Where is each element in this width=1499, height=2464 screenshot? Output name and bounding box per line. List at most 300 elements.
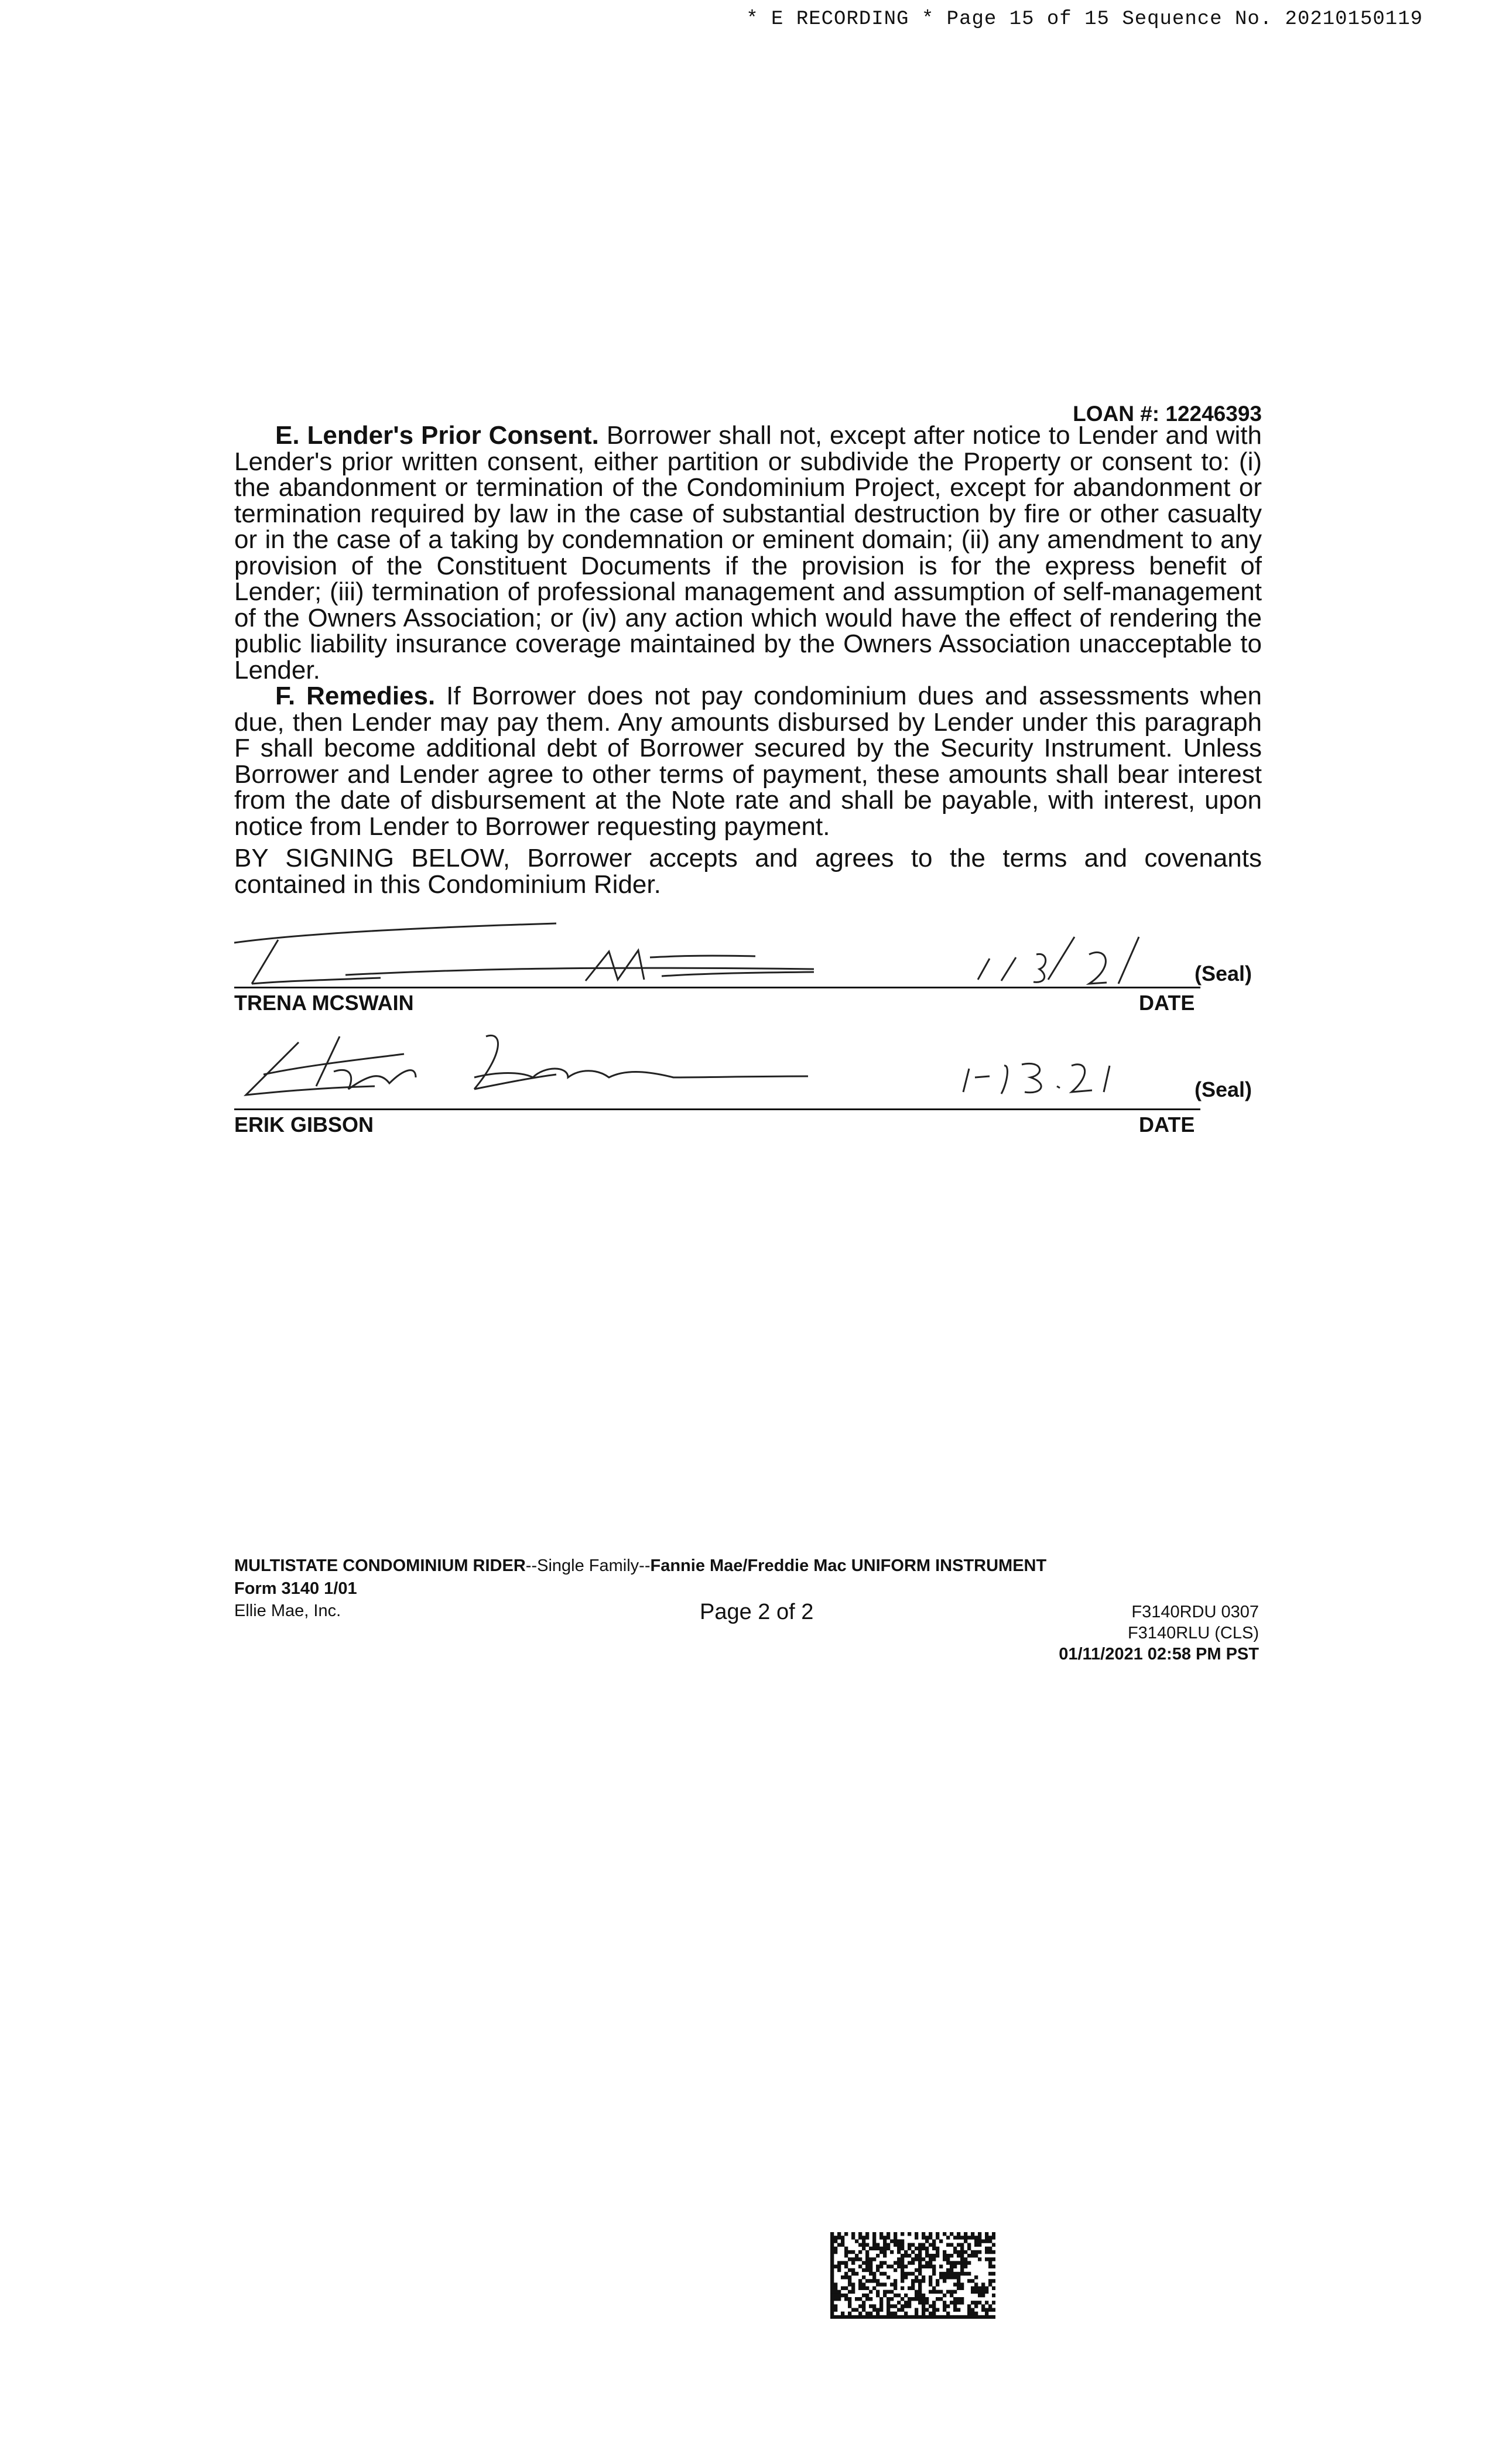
barcode-module bbox=[858, 2297, 862, 2301]
barcode-module bbox=[869, 2290, 872, 2294]
barcode-module bbox=[904, 2250, 908, 2254]
footer-company: Ellie Mae, Inc. bbox=[234, 1601, 341, 1620]
barcode-module bbox=[946, 2236, 950, 2239]
barcode-module bbox=[855, 2315, 858, 2319]
barcode-module bbox=[901, 2275, 904, 2279]
footer-codes bbox=[995, 1601, 1259, 1665]
barcode-module bbox=[915, 2294, 918, 2297]
barcode-module bbox=[992, 2243, 995, 2247]
barcode-module bbox=[876, 2282, 879, 2286]
barcode-module bbox=[879, 2265, 883, 2268]
barcode-module bbox=[844, 2265, 848, 2268]
barcode-module bbox=[974, 2315, 978, 2319]
barcode-module bbox=[901, 2268, 904, 2272]
barcode-module bbox=[876, 2290, 879, 2294]
barcode-module bbox=[960, 2282, 964, 2286]
barcode-module bbox=[862, 2304, 865, 2308]
barcode-module bbox=[981, 2282, 985, 2286]
barcode-module bbox=[887, 2301, 890, 2304]
barcode-module bbox=[901, 2308, 904, 2312]
barcode-module bbox=[911, 2297, 915, 2301]
barcode-module bbox=[858, 2315, 862, 2319]
barcode-module bbox=[872, 2243, 876, 2247]
barcode-module bbox=[834, 2315, 837, 2319]
barcode-module bbox=[834, 2287, 837, 2290]
barcode-module bbox=[862, 2301, 865, 2304]
barcode-module bbox=[890, 2265, 894, 2268]
barcode-module bbox=[971, 2287, 974, 2290]
barcode-module bbox=[837, 2297, 841, 2301]
barcode-module bbox=[950, 2254, 953, 2257]
barcode-module bbox=[908, 2304, 911, 2308]
barcode-module bbox=[960, 2272, 964, 2275]
barcode-module bbox=[932, 2301, 936, 2304]
barcode-module bbox=[974, 2301, 978, 2304]
barcode-module bbox=[837, 2268, 841, 2272]
barcode-module bbox=[953, 2308, 957, 2312]
signature-line-1 bbox=[234, 987, 1200, 988]
barcode-module bbox=[851, 2250, 855, 2254]
barcode-module bbox=[865, 2268, 869, 2272]
barcode-module bbox=[918, 2247, 922, 2250]
barcode-module bbox=[929, 2315, 932, 2319]
barcode-module bbox=[957, 2315, 960, 2319]
barcode-module bbox=[904, 2301, 908, 2304]
barcode-module bbox=[830, 2247, 834, 2250]
barcode-module bbox=[848, 2312, 851, 2315]
barcode-module bbox=[830, 2261, 834, 2264]
barcode-module bbox=[960, 2261, 964, 2264]
barcode-module bbox=[992, 2308, 995, 2312]
barcode-module bbox=[960, 2243, 964, 2247]
barcode-module bbox=[887, 2232, 890, 2236]
barcode-module bbox=[858, 2243, 862, 2247]
barcode-module bbox=[908, 2254, 911, 2257]
barcode-module bbox=[904, 2275, 908, 2279]
barcode-module bbox=[911, 2250, 915, 2254]
barcode-module bbox=[981, 2308, 985, 2312]
barcode-module bbox=[851, 2236, 855, 2239]
barcode-module bbox=[830, 2297, 834, 2301]
barcode-module bbox=[985, 2239, 988, 2243]
barcode-module bbox=[872, 2287, 876, 2290]
barcode-module bbox=[848, 2275, 851, 2279]
barcode-module bbox=[992, 2257, 995, 2261]
barcode-module bbox=[851, 2290, 855, 2294]
barcode-module bbox=[971, 2279, 974, 2282]
barcode-module bbox=[925, 2254, 929, 2257]
barcode-module bbox=[922, 2312, 925, 2315]
barcode-module bbox=[957, 2272, 960, 2275]
barcode-module bbox=[901, 2257, 904, 2261]
barcode-module bbox=[830, 2312, 834, 2315]
barcode-module bbox=[894, 2315, 897, 2319]
barcode-module bbox=[960, 2247, 964, 2250]
barcode-module bbox=[911, 2272, 915, 2275]
barcode-module bbox=[911, 2282, 915, 2286]
barcode-module bbox=[894, 2232, 897, 2236]
barcode-module bbox=[918, 2265, 922, 2268]
barcode-module bbox=[957, 2282, 960, 2286]
recording-header: * E RECORDING * Page 15 of 15 Sequence No. 20210150119 bbox=[746, 8, 1423, 30]
barcode-module bbox=[988, 2239, 992, 2243]
barcode-module bbox=[992, 2232, 995, 2236]
barcode-module bbox=[946, 2304, 950, 2308]
barcode-module bbox=[964, 2250, 967, 2254]
barcode-module bbox=[960, 2257, 964, 2261]
barcode-module bbox=[953, 2290, 957, 2294]
barcode-module bbox=[939, 2272, 943, 2275]
barcode-module bbox=[918, 2282, 922, 2286]
barcode-module bbox=[858, 2250, 862, 2254]
barcode-module bbox=[922, 2236, 925, 2239]
barcode-module bbox=[946, 2254, 950, 2257]
barcode-module bbox=[879, 2315, 883, 2319]
barcode-module bbox=[992, 2236, 995, 2239]
barcode-module bbox=[925, 2250, 929, 2254]
barcode-module bbox=[971, 2254, 974, 2257]
barcode-module bbox=[834, 2236, 837, 2239]
barcode-module bbox=[978, 2294, 981, 2297]
barcode-module bbox=[879, 2282, 883, 2286]
barcode-module bbox=[848, 2268, 851, 2272]
barcode-module bbox=[957, 2236, 960, 2239]
barcode-module bbox=[876, 2315, 879, 2319]
barcode-module bbox=[830, 2304, 834, 2308]
barcode-module bbox=[897, 2239, 901, 2243]
seal-label-2: (Seal) bbox=[1195, 1077, 1252, 1101]
barcode-module bbox=[855, 2297, 858, 2301]
barcode-module bbox=[925, 2261, 929, 2264]
barcode-module bbox=[904, 2265, 908, 2268]
barcode-module bbox=[876, 2268, 879, 2272]
barcode-module bbox=[901, 2261, 904, 2264]
barcode-module bbox=[855, 2239, 858, 2243]
barcode-module bbox=[901, 2287, 904, 2290]
barcode-module bbox=[925, 2236, 929, 2239]
barcode-module bbox=[865, 2294, 869, 2297]
barcode-module bbox=[964, 2236, 967, 2239]
barcode-module bbox=[953, 2272, 957, 2275]
barcode-module bbox=[858, 2279, 862, 2282]
barcode-module bbox=[953, 2236, 957, 2239]
loan-number: LOAN #: 12246393 bbox=[1073, 402, 1262, 426]
barcode-module bbox=[971, 2290, 974, 2294]
barcode-module bbox=[918, 2250, 922, 2254]
barcode-module bbox=[883, 2282, 887, 2286]
barcode-module bbox=[869, 2265, 872, 2268]
barcode-module bbox=[985, 2312, 988, 2315]
barcode-module bbox=[858, 2287, 862, 2290]
barcode-module bbox=[981, 2287, 985, 2290]
footer-title-part3: Fannie Mae/Freddie Mac UNIFORM INSTRUMENT bbox=[650, 1556, 1047, 1575]
barcode-module bbox=[953, 2265, 957, 2268]
barcode-module bbox=[967, 2247, 971, 2250]
barcode-module bbox=[985, 2257, 988, 2261]
barcode-module bbox=[837, 2261, 841, 2264]
section-f bbox=[234, 683, 1262, 840]
barcode-module bbox=[869, 2304, 872, 2308]
barcode-module bbox=[887, 2275, 890, 2279]
barcode-module bbox=[908, 2232, 911, 2236]
barcode-module bbox=[950, 2275, 953, 2279]
signature-trena-mcswain bbox=[228, 911, 1224, 998]
barcode-module bbox=[848, 2301, 851, 2304]
page-number: Page 2 of 2 bbox=[700, 1600, 814, 1624]
barcode-module bbox=[848, 2297, 851, 2301]
barcode-module bbox=[830, 2254, 834, 2257]
barcode-module bbox=[974, 2282, 978, 2286]
barcode-module bbox=[957, 2297, 960, 2301]
signature-erik-gibson bbox=[228, 1019, 1224, 1113]
barcode-module bbox=[844, 2287, 848, 2290]
barcode-module bbox=[992, 2272, 995, 2275]
barcode-module bbox=[950, 2272, 953, 2275]
barcode-module bbox=[967, 2304, 971, 2308]
barcode-module bbox=[929, 2279, 932, 2282]
barcode-module bbox=[925, 2301, 929, 2304]
barcode-module bbox=[869, 2272, 872, 2275]
barcode-module bbox=[929, 2232, 932, 2236]
barcode-module bbox=[872, 2275, 876, 2279]
barcode-module bbox=[834, 2308, 837, 2312]
barcode-module bbox=[974, 2250, 978, 2254]
barcode-module bbox=[929, 2282, 932, 2286]
barcode-module bbox=[953, 2261, 957, 2264]
barcode-module bbox=[950, 2315, 953, 2319]
barcode-module bbox=[978, 2287, 981, 2290]
barcode-module bbox=[960, 2236, 964, 2239]
barcode-module bbox=[837, 2315, 841, 2319]
barcode-module bbox=[988, 2304, 992, 2308]
barcode-module bbox=[911, 2257, 915, 2261]
barcode-module bbox=[946, 2261, 950, 2264]
barcode-module bbox=[901, 2239, 904, 2243]
barcode-module bbox=[834, 2265, 837, 2268]
barcode-module bbox=[897, 2261, 901, 2264]
barcode-module bbox=[894, 2236, 897, 2239]
barcode-module bbox=[894, 2268, 897, 2272]
barcode-module bbox=[851, 2232, 855, 2236]
barcode-module bbox=[943, 2304, 946, 2308]
barcode-module bbox=[897, 2243, 901, 2247]
barcode-module bbox=[932, 2308, 936, 2312]
barcode-module bbox=[848, 2279, 851, 2282]
barcode-module bbox=[950, 2261, 953, 2264]
barcode-module bbox=[936, 2315, 939, 2319]
barcode-module bbox=[865, 2312, 869, 2315]
barcode-module bbox=[841, 2315, 844, 2319]
barcode-module bbox=[841, 2275, 844, 2279]
barcode-module bbox=[858, 2232, 862, 2236]
barcode-module bbox=[985, 2250, 988, 2254]
barcode-module bbox=[830, 2290, 834, 2294]
barcode-module bbox=[988, 2250, 992, 2254]
barcode-module bbox=[830, 2308, 834, 2312]
barcode-module bbox=[904, 2272, 908, 2275]
barcode-module bbox=[862, 2243, 865, 2247]
barcode-module bbox=[929, 2243, 932, 2247]
barcode-module bbox=[911, 2315, 915, 2319]
barcode-module bbox=[844, 2315, 848, 2319]
barcode-module bbox=[876, 2254, 879, 2257]
barcode-module bbox=[887, 2236, 890, 2239]
barcode-module bbox=[943, 2257, 946, 2261]
barcode-module bbox=[967, 2279, 971, 2282]
barcode-module bbox=[978, 2315, 981, 2319]
barcode-module bbox=[936, 2236, 939, 2239]
barcode-module bbox=[953, 2304, 957, 2308]
barcode-module bbox=[981, 2315, 985, 2319]
barcode-module bbox=[960, 2301, 964, 2304]
barcode-module bbox=[929, 2257, 932, 2261]
barcode-module bbox=[865, 2315, 869, 2319]
barcode-module bbox=[988, 2272, 992, 2275]
barcode-module bbox=[932, 2287, 936, 2290]
barcode-module bbox=[851, 2315, 855, 2319]
barcode-module bbox=[922, 2243, 925, 2247]
barcode-module bbox=[904, 2312, 908, 2315]
barcode-module bbox=[830, 2282, 834, 2286]
barcode-module bbox=[918, 2268, 922, 2272]
barcode-module bbox=[978, 2232, 981, 2236]
barcode-module bbox=[844, 2272, 848, 2275]
barcode-module bbox=[967, 2272, 971, 2275]
barcode-module bbox=[897, 2308, 901, 2312]
barcode-module bbox=[862, 2268, 865, 2272]
barcode-module bbox=[922, 2294, 925, 2297]
barcode-module bbox=[830, 2239, 834, 2243]
barcode-module bbox=[894, 2294, 897, 2297]
barcode-module bbox=[967, 2308, 971, 2312]
barcode-module bbox=[904, 2315, 908, 2319]
barcode-module bbox=[855, 2254, 858, 2257]
barcode-module bbox=[890, 2312, 894, 2315]
barcode-module bbox=[988, 2236, 992, 2239]
barcode-module bbox=[918, 2294, 922, 2297]
barcode-module bbox=[929, 2312, 932, 2315]
barcode-module bbox=[844, 2247, 848, 2250]
barcode-module bbox=[936, 2308, 939, 2312]
barcode-module bbox=[932, 2265, 936, 2268]
barcode-module bbox=[925, 2265, 929, 2268]
barcode-module bbox=[946, 2243, 950, 2247]
barcode-module bbox=[872, 2315, 876, 2319]
barcode-module bbox=[939, 2265, 943, 2268]
barcode-module bbox=[865, 2250, 869, 2254]
barcode-module bbox=[844, 2261, 848, 2264]
barcode-module bbox=[936, 2232, 939, 2236]
barcode-module bbox=[946, 2257, 950, 2261]
barcode-module bbox=[939, 2315, 943, 2319]
barcode-module bbox=[957, 2261, 960, 2264]
barcode-module bbox=[971, 2250, 974, 2254]
barcode-module bbox=[978, 2236, 981, 2239]
barcode-module bbox=[939, 2290, 943, 2294]
footer-timestamp: 01/11/2021 02:58 PM PST bbox=[1059, 1645, 1259, 1664]
barcode-module bbox=[950, 2232, 953, 2236]
barcode-module bbox=[872, 2247, 876, 2250]
barcode-module bbox=[879, 2250, 883, 2254]
barcode-module bbox=[988, 2257, 992, 2261]
barcode-module bbox=[834, 2304, 837, 2308]
barcode-module bbox=[971, 2301, 974, 2304]
barcode-module bbox=[841, 2294, 844, 2297]
barcode-module bbox=[936, 2282, 939, 2286]
barcode-module bbox=[862, 2275, 865, 2279]
barcode-module bbox=[985, 2315, 988, 2319]
barcode-module bbox=[897, 2247, 901, 2250]
barcode-module bbox=[985, 2290, 988, 2294]
barcode-module bbox=[992, 2294, 995, 2297]
barcode-module bbox=[911, 2279, 915, 2282]
barcode-module bbox=[841, 2261, 844, 2264]
footer-code-1: F3140RDU 0307 bbox=[1131, 1603, 1259, 1621]
barcode-module bbox=[932, 2247, 936, 2250]
barcode-module bbox=[943, 2315, 946, 2319]
barcode-module bbox=[974, 2290, 978, 2294]
barcode-module bbox=[872, 2308, 876, 2312]
barcode-module bbox=[950, 2294, 953, 2297]
barcode-module bbox=[848, 2282, 851, 2286]
barcode-module bbox=[841, 2243, 844, 2247]
barcode-module bbox=[974, 2304, 978, 2308]
footer-title-part1: MULTISTATE CONDOMINIUM RIDER bbox=[234, 1556, 526, 1575]
barcode-module bbox=[865, 2232, 869, 2236]
barcode-module bbox=[929, 2275, 932, 2279]
barcode-module bbox=[908, 2247, 911, 2250]
barcode-module bbox=[890, 2239, 894, 2243]
barcode-module bbox=[844, 2275, 848, 2279]
barcode-module bbox=[974, 2236, 978, 2239]
barcode-module bbox=[830, 2275, 834, 2279]
barcode-module bbox=[981, 2294, 985, 2297]
barcode-module bbox=[869, 2315, 872, 2319]
barcode-module bbox=[837, 2236, 841, 2239]
barcode-module bbox=[865, 2254, 869, 2257]
barcode-module bbox=[876, 2312, 879, 2315]
barcode-module bbox=[922, 2265, 925, 2268]
barcode-module bbox=[862, 2247, 865, 2250]
barcode-module bbox=[901, 2243, 904, 2247]
barcode-module bbox=[929, 2236, 932, 2239]
section-e-heading: E. Lender's Prior Consent. bbox=[275, 421, 599, 450]
barcode-module bbox=[834, 2282, 837, 2286]
barcode-module bbox=[834, 2294, 837, 2297]
barcode-module bbox=[957, 2279, 960, 2282]
barcode-module bbox=[939, 2275, 943, 2279]
barcode-module bbox=[865, 2257, 869, 2261]
barcode-module bbox=[985, 2247, 988, 2250]
barcode-module bbox=[883, 2239, 887, 2243]
barcode-module bbox=[830, 2268, 834, 2272]
barcode-module bbox=[883, 2254, 887, 2257]
barcode-module bbox=[876, 2279, 879, 2282]
barcode-module bbox=[883, 2272, 887, 2275]
barcode-module bbox=[830, 2236, 834, 2239]
barcode-module bbox=[932, 2312, 936, 2315]
barcode-module bbox=[918, 2279, 922, 2282]
barcode-module bbox=[978, 2290, 981, 2294]
barcode-module bbox=[918, 2287, 922, 2290]
barcode-module bbox=[883, 2247, 887, 2250]
barcode-module bbox=[985, 2232, 988, 2236]
barcode-module bbox=[858, 2282, 862, 2286]
barcode-module bbox=[894, 2243, 897, 2247]
barcode-module bbox=[876, 2265, 879, 2268]
barcode-module bbox=[946, 2275, 950, 2279]
barcode-module bbox=[830, 2265, 834, 2268]
